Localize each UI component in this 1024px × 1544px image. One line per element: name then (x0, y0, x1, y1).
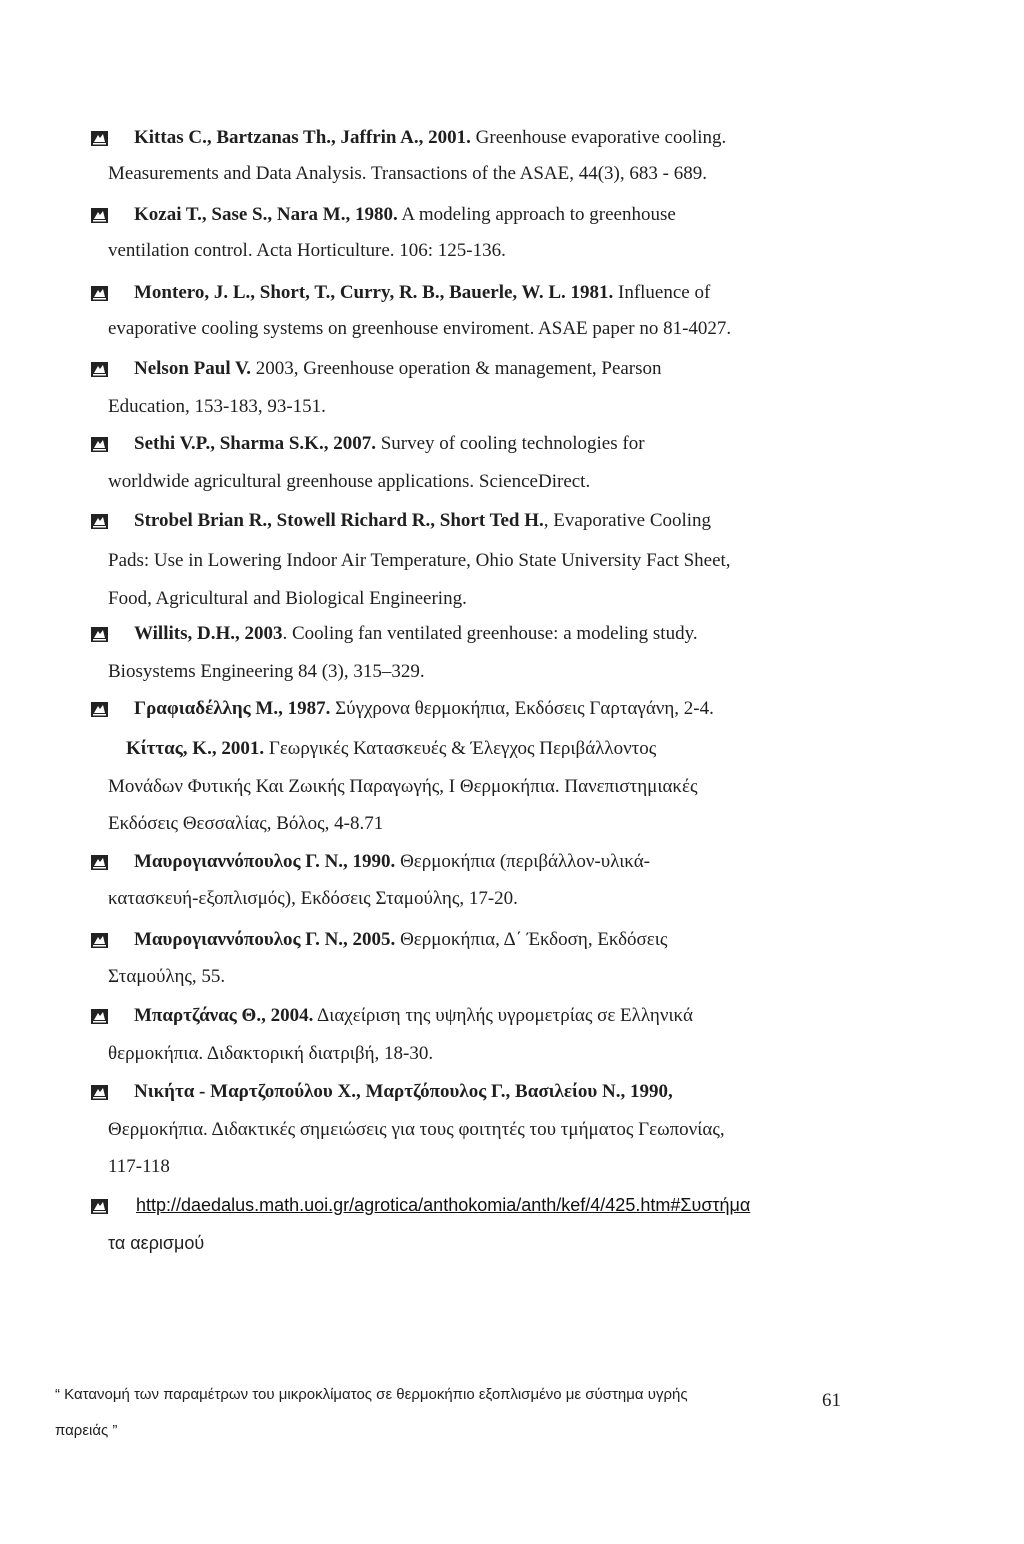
reference-link[interactable]: http://daedalus.math.uoi.gr/agrotica/anthokomia/anth/kef/4/425.htm#Συστήμα (136, 1195, 751, 1215)
reference-line: Measurements and Data Analysis. Transactions of the ASAE, 44(3), 683 - 689. (108, 163, 707, 184)
reference-line: Θερμοκήπια. Διδακτικές σημειώσεις για τους φοιτητές του τμήματος Γεωπονίας, (108, 1119, 725, 1140)
reference-line: ventilation control. Acta Horticulture. 106: 125-136. (108, 240, 506, 261)
bullet-icon (91, 627, 107, 641)
bullet-icon (91, 286, 107, 300)
reference-line: Montero, J. L., Short, T., Curry, R. B., Bauerle, W. L. 1981. Influence of (134, 282, 711, 303)
reference-line: Education, 153-183, 93-151. (108, 396, 326, 417)
bullet-icon (91, 437, 107, 451)
reference-line: 117-118 (108, 1156, 170, 1177)
reference-line: Μαυρογιαννόπουλος Γ. N., 2005. Θερμοκήπια, Δ΄ Έκδοση, Εκδόσεις (134, 929, 668, 950)
reference-line: Biosystems Engineering 84 (3), 315–329. (108, 661, 425, 682)
bullet-icon (91, 514, 107, 528)
reference-line: Strobel Brian R., Stowell Richard R., Short Ted H., Evaporative Cooling (134, 510, 712, 531)
reference-line: Pads: Use in Lowering Indoor Air Temperature, Ohio State University Fact Sheet, (108, 550, 731, 571)
reference-line: Σταμούλης, 55. (108, 966, 226, 987)
bullet-icon (91, 702, 107, 716)
bullet-icon (91, 131, 107, 145)
footer-caption-line1: “ Κατανομή των παραμέτρων του μικροκλίματος σε θερμοκήπιο εξοπλισμένο με σύστημα υγρής (55, 1386, 688, 1403)
bullet-icon (91, 208, 107, 222)
reference-line: Sethi V.P., Sharma S.K., 2007. Survey of cooling technologies for (134, 433, 645, 454)
page-number: 61 (822, 1390, 841, 1411)
reference-line: Μπαρτζάνας Θ., 2004. Διαχείριση της υψηλής υγρομετρίας σε Ελληνικά (134, 1005, 693, 1026)
reference-line: Μαυρογιαννόπουλος Γ. N., 1990. Θερμοκήπια (περιβάλλον-υλικά- (134, 851, 650, 872)
reference-line: θερμοκήπια. Διδακτορική διατριβή, 18-30. (108, 1043, 434, 1064)
bullet-icon (91, 1199, 107, 1213)
bullet-icon (91, 855, 107, 869)
reference-line: Kittas C., Bartzanas Th., Jaffrin A., 2001. Greenhouse evaporative cooling. (134, 127, 727, 148)
reference-line: Γραφιαδέλλης M., 1987. Σύγχρονα θερμοκήπια, Εκδόσεις Γαρταγάνη, 2-4. (134, 698, 714, 719)
reference-line: Εκδόσεις Θεσσαλίας, Βόλος, 4-8.71 (108, 813, 384, 834)
reference-line: Μονάδων Φυτικής Και Ζωικής Παραγωγής, I Θερμοκήπια. Πανεπιστημιακές (108, 776, 698, 797)
reference-line (108, 1196, 750, 1218)
bullet-icon (91, 362, 107, 376)
reference-line: κατασκευή-εξοπλισμός), Εκδόσεις Σταμούλης, 17-20. (108, 888, 518, 909)
reference-line: Willits, D.H., 2003. Cooling fan ventilated greenhouse: a modeling study. (134, 623, 698, 644)
reference-line: τα αερισμού (108, 1233, 205, 1253)
reference-line: Νικήτα - Μαρτζοπούλου X., Μαρτζόπουλος Γ., Βασιλείου N., 1990, (134, 1081, 673, 1102)
reference-line: evaporative cooling systems on greenhouse enviroment. ASAE paper no 81-4027. (108, 318, 732, 339)
bullet-icon (91, 933, 107, 947)
reference-line: Food, Agricultural and Biological Engineering. (108, 588, 467, 609)
reference-line: worldwide agricultural greenhouse applications. ScienceDirect. (108, 471, 591, 492)
footer-caption-line2: παρειάς ” (55, 1422, 118, 1439)
reference-line: Nelson Paul V. 2003, Greenhouse operation & management, Pearson (134, 358, 662, 379)
reference-line: Kozai T., Sase S., Nara M., 1980. A modeling approach to greenhouse (134, 204, 676, 225)
reference-line: Κίττας, K., 2001. Γεωργικές Κατασκευές & Έλεγχος Περιβάλλοντος (126, 738, 657, 759)
bullet-icon (91, 1009, 107, 1023)
bullet-icon (91, 1085, 107, 1099)
